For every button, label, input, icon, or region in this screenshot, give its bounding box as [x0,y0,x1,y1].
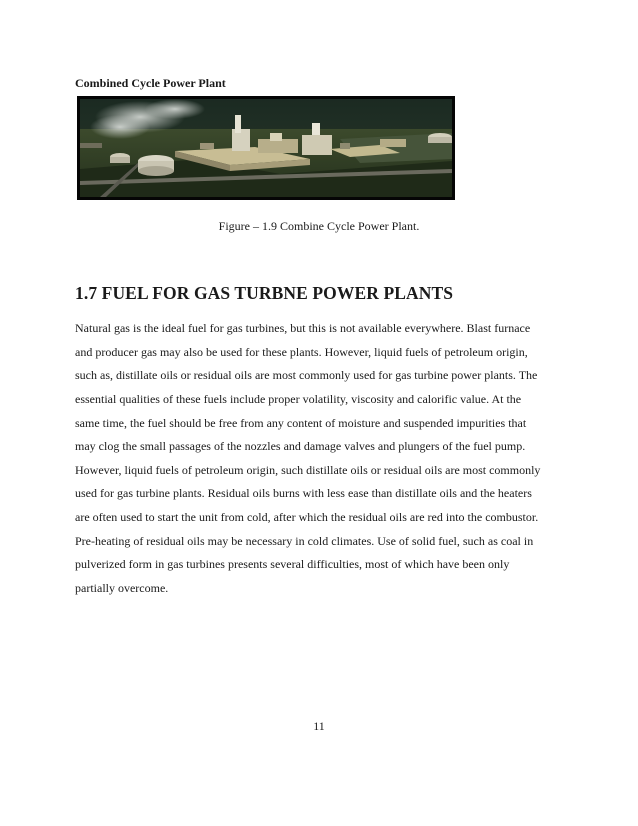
paragraph-line: Natural gas is the ideal fuel for gas turbines, but this is not available everywhere. Blast furnace [75,321,531,335]
power-plant-figure [77,96,455,200]
paragraph-line: partially overcome. [75,581,169,596]
body-paragraph [75,317,575,601]
paragraph-line: may clog the small passages of the nozzles and damage valves and plungers of the fuel pump. [75,439,526,454]
paragraph-line: pulverized form in gas turbines presents several difficulties, most of which have been only [75,557,510,572]
paragraph-line: same time, the fuel should be free from any content of moisture and suspended impurities that [75,415,527,430]
paragraph-line: Pre-heating of residual oils may be necessary in cold climates. Use of solid fuel, such as coal in [75,533,534,548]
paragraph-line: are often used to start the unit from cold, after which the residual oils are red into the combustor. [75,510,539,525]
figure-section-label: Combined Cycle Power Plant [75,76,226,90]
figure-caption-text: Figure – 1.9 Combine Cycle Power Plant. [218,219,420,233]
page-number: 11 [313,719,325,733]
figure-caption [0,219,638,233]
section-heading: 1.7 FUEL FOR GAS TURBNE POWER PLANTS [75,283,454,303]
paragraph-line: However, liquid fuels of petroleum origin, such distillate oils or residual oils are most commonly [75,462,541,477]
paragraph-line: such as, distillate oils or residual oils are most commonly used for gas turbine power plants. The [75,368,538,383]
power-plant-photo [80,99,452,197]
paragraph-line: and producer gas may also be used for these plants. However, liquid fuels of petroleum origin, [75,344,528,359]
paragraph-line: used for gas turbine plants. Residual oils burns with less ease than distillate oils and the heaters [75,486,532,501]
paragraph-line: essential qualities of these fuels include proper volatility, viscosity and calorific value. At the [75,391,522,406]
